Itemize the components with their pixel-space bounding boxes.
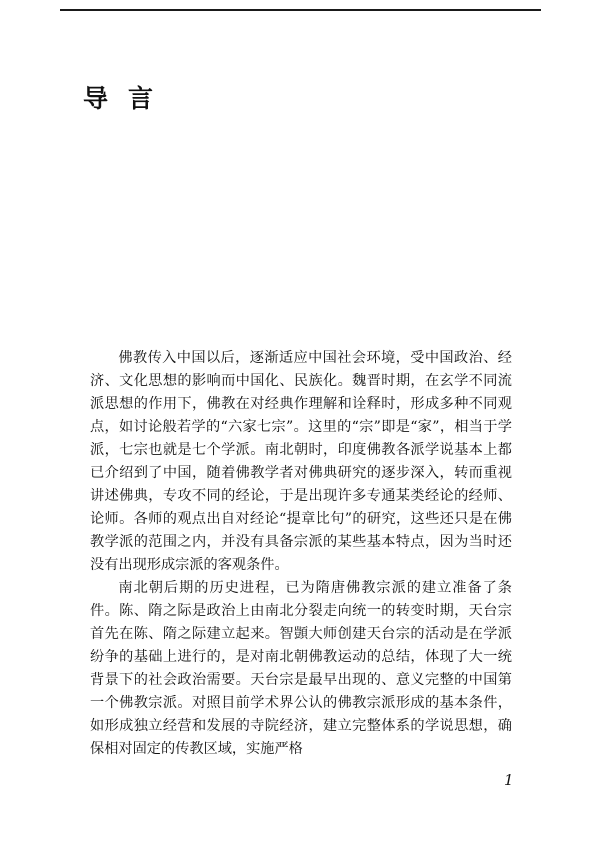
- paragraph-1: 佛教传入中国以后，逐渐适应中国社会环境，受中国政治、经济、文化思想的影响而中国化、民族化。魏晋时期，在玄学不同流派思想的作用下，佛教在对经典作理解和诠释时，形成多种不同观点，如讨论般若学的“六家七宗”。这里的“宗”即是“家”，相当于学派，七宗也就是七个学派。南北朝时，印度佛教各派学说基本上都已介绍到了中国，随着佛教学者对佛典研究的逐步深入，转而重视讲述佛典，专攻不同的经论，于是出现许多专通某类经论的经师、论师。各师的观点出自对经论“提章比句”的研究，这些还只是在佛教学派的范围之内，并没有具备宗派的某些基本特点，因为当时还没有出现形成宗派的客观条件。: [90, 350, 512, 573]
- body-text: [90, 347, 512, 761]
- chapter-title: 导言: [83, 84, 174, 113]
- header-rule: [60, 9, 541, 11]
- page-number: 1: [504, 771, 514, 789]
- paragraph-2: 南北朝后期的历史进程，已为隋唐佛教宗派的建立准备了条件。陈、隋之际是政治上由南北分裂走向统一的转变时期，天台宗首先在陈、隋之际建立起来。智顗大师创建天台宗的活动是在学派纷争的基础上进行的，是对南北朝佛教运动的总结，体现了大一统背景下的社会政治需要。天台宗是最早出现的、意义完整的中国第一个佛教宗派。对照目前学术界公认的佛教宗派形成的基本条件，如形成独立经营和发展的寺院经济，建立完整体系的学说思想，确保相对固定的传教区域，实施严格: [90, 580, 512, 757]
